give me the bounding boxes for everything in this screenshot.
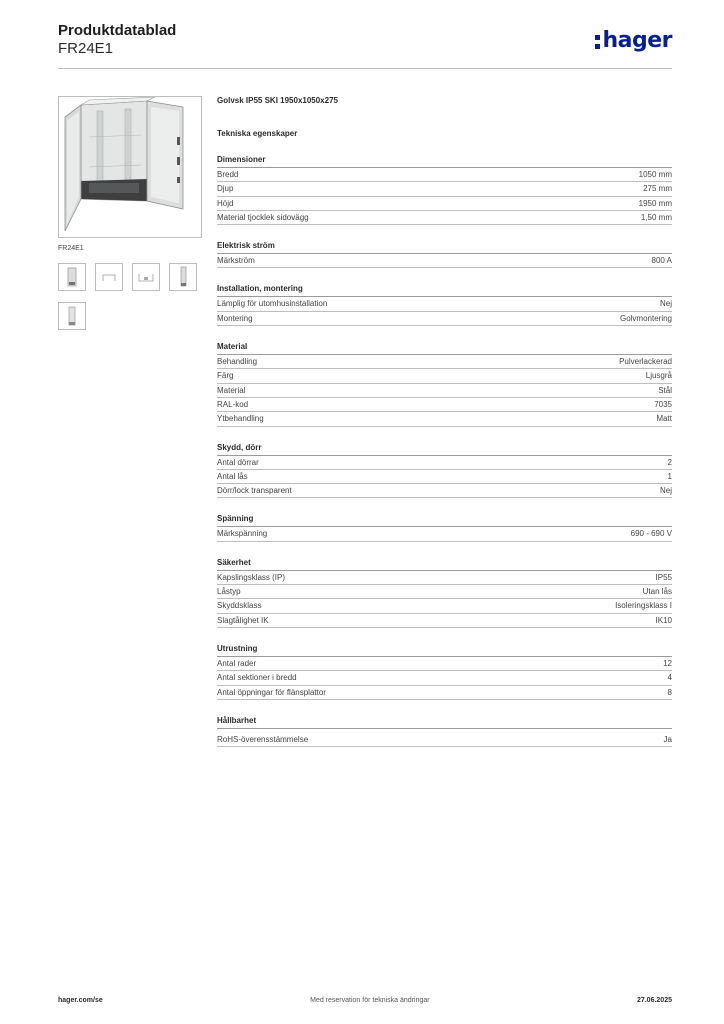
cabinet-illustration-icon: [59, 97, 201, 237]
spec-value: Golvmontering: [619, 313, 672, 323]
product-image[interactable]: [58, 96, 202, 238]
spec-row: [217, 585, 672, 599]
spec-group: [217, 241, 672, 268]
page-header: [58, 22, 672, 68]
product-code: FR24E1: [58, 40, 114, 57]
spec-row: [217, 599, 672, 613]
hager-logo[interactable]: [595, 26, 672, 54]
spec-row: [217, 412, 672, 426]
spec-group: [217, 558, 672, 628]
spec-group-title: Skydd, dörr: [217, 443, 672, 456]
spec-value: 800 A: [651, 256, 672, 266]
spec-value: Matt: [656, 414, 672, 424]
spec-value: Nej: [659, 299, 672, 309]
spec-value: Stål: [658, 385, 672, 395]
spec-label: Färg: [217, 371, 234, 381]
spec-label: RAL-kod: [217, 399, 249, 409]
thumbnail-front[interactable]: [58, 263, 86, 291]
spec-value: 8: [667, 687, 672, 697]
spec-row: [217, 355, 672, 369]
spec-value: 1: [667, 471, 672, 481]
spec-group-title: Hållbarhet: [217, 716, 672, 729]
product-images: [58, 96, 202, 330]
spec-value: 2: [667, 457, 672, 467]
spec-row: [217, 254, 672, 268]
thumbnail-side-alt[interactable]: [58, 302, 86, 330]
spec-label: Montering: [217, 313, 253, 323]
spec-row: [217, 686, 672, 700]
thumbnail-bottom[interactable]: [132, 263, 160, 291]
spec-row: [217, 384, 672, 398]
spec-value: 690 - 690 V: [630, 529, 672, 539]
spec-group: [217, 514, 672, 541]
spec-label: Skyddsklass: [217, 601, 262, 611]
spec-label: Slagtålighet IK: [217, 615, 269, 625]
spec-group: [217, 342, 672, 426]
cabinet-bottom-icon: [133, 264, 159, 290]
spec-label: Antal rader: [217, 658, 257, 668]
spec-label: RoHS-överensstämmelse: [217, 734, 309, 744]
spec-row: [217, 297, 672, 311]
spec-group-title: Material: [217, 342, 672, 355]
spec-row: [217, 197, 672, 211]
spec-value: 4: [667, 673, 672, 683]
footer-website-link[interactable]: hager.com/se: [58, 997, 103, 1004]
spec-value: Pulverlackerad: [619, 357, 672, 367]
spec-row: [217, 571, 672, 585]
spec-label: Märkspänning: [217, 529, 268, 539]
spec-row: [217, 733, 672, 747]
cabinet-top-icon: [96, 264, 122, 290]
spec-row: [217, 614, 672, 628]
product-name: Golvsk IP55 SKI 1950x1050x275: [217, 96, 338, 105]
page-footer: [58, 997, 672, 1004]
spec-value: 7035: [654, 399, 672, 409]
spec-row: [217, 527, 672, 541]
footer-date: 27.06.2025: [636, 997, 672, 1004]
spec-group-title: Elektrisk ström: [217, 241, 672, 254]
spec-label: Dörr/lock transparent: [217, 486, 292, 496]
spec-label: Märkström: [217, 256, 255, 266]
spec-group-title: Säkerhet: [217, 558, 672, 571]
logo-dots-icon: [595, 35, 600, 49]
spec-value: 1,50 mm: [640, 212, 672, 222]
spec-label: Antal lås: [217, 471, 248, 481]
spec-group-title: Spänning: [217, 514, 672, 527]
spec-group: [217, 443, 672, 499]
image-caption: FR24E1: [58, 245, 84, 252]
spec-value: 1050 mm: [638, 170, 672, 179]
spec-group: [217, 155, 672, 225]
spec-label: Bredd: [217, 170, 239, 179]
spec-label: Lämplig för utomhusinstallation: [217, 299, 328, 309]
spec-value: Isoleringsklass I: [615, 601, 672, 611]
spec-value: Utan lås: [642, 587, 672, 597]
spec-row: [217, 484, 672, 498]
spec-row: [217, 182, 672, 196]
spec-value: Ja: [663, 734, 672, 744]
spec-label: Antal sektioner i bredd: [217, 673, 297, 683]
spec-value: 12: [663, 658, 672, 668]
spec-row: [217, 657, 672, 671]
spec-label: Djup: [217, 184, 234, 194]
spec-row: [217, 211, 672, 225]
thumbnail-list: [58, 263, 218, 330]
spec-label: Material: [217, 385, 246, 395]
spec-label: Antal dörrar: [217, 457, 259, 467]
spec-groups: [217, 155, 672, 747]
specifications: [217, 96, 672, 747]
spec-label: Antal öppningar för flänsplattor: [217, 687, 326, 697]
spec-row: [217, 470, 672, 484]
spec-value: Nej: [659, 486, 672, 496]
logo-text: hager: [602, 27, 672, 53]
spec-group: [217, 644, 672, 700]
spec-row: [217, 671, 672, 685]
spec-row: [217, 369, 672, 383]
spec-row: [217, 398, 672, 412]
spec-row: [217, 312, 672, 326]
spec-group: [217, 284, 672, 326]
spec-row: [217, 168, 672, 182]
document-title: Produktdatablad: [58, 22, 177, 39]
spec-value: 275 mm: [643, 184, 672, 194]
footer-disclaimer: Med reservation för tekniska ändringar: [310, 997, 430, 1004]
cabinet-side-alt-icon: [59, 303, 85, 329]
cabinet-side-icon: [170, 264, 196, 290]
header-divider: [58, 68, 672, 69]
spec-group: [217, 716, 672, 747]
spec-value: Ljusgrå: [645, 371, 672, 381]
section-title: Tekniska egenskaper: [217, 129, 298, 138]
spec-label: Material tjocklek sidovägg: [217, 212, 309, 222]
spec-label: Ytbehandling: [217, 414, 264, 424]
spec-group-title: Dimensioner: [217, 155, 672, 168]
spec-label: Höjd: [217, 198, 234, 208]
spec-value: IP55: [655, 572, 672, 582]
cabinet-front-icon: [59, 264, 85, 290]
thumbnail-top[interactable]: [95, 263, 123, 291]
thumbnail-side[interactable]: [169, 263, 197, 291]
spec-value: 1950 mm: [638, 198, 672, 208]
spec-row: [217, 456, 672, 470]
spec-group-title: Installation, montering: [217, 284, 672, 297]
spec-group-title: Utrustning: [217, 644, 672, 657]
spec-label: Låstyp: [217, 587, 241, 597]
spec-label: Kapslingsklass (IP): [217, 572, 286, 582]
spec-value: IK10: [655, 615, 672, 625]
spec-label: Behandling: [217, 357, 258, 367]
